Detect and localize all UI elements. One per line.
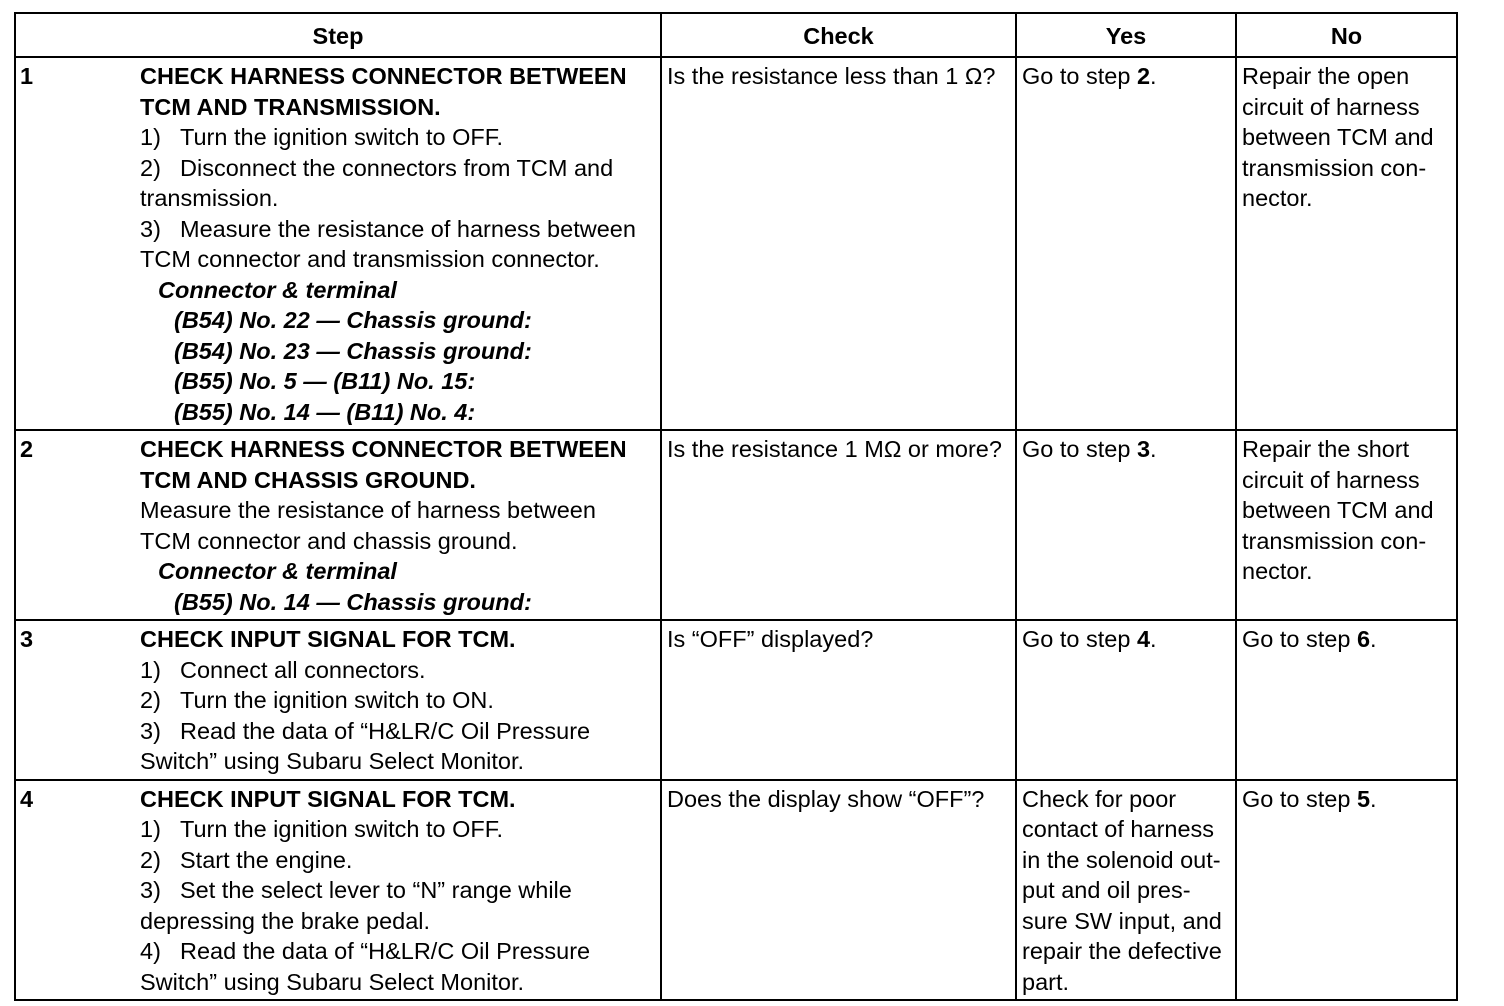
table-row <box>15 620 1457 780</box>
instruction: TCM connector and transmission connector. <box>140 246 600 272</box>
instruction: 1) Turn the ignition switch to OFF. <box>140 816 504 842</box>
table-row <box>15 57 1457 430</box>
terminal-line: (B54) No. 22 — Chassis ground: <box>174 307 532 333</box>
instruction: 3) Measure the resistance of harness between <box>140 215 636 242</box>
check-cell: Is the resistance less than 1 Ω? <box>661 57 1016 430</box>
header-check: Check <box>661 13 1016 57</box>
step-cell <box>15 780 661 1001</box>
yes-cell: Go to step 3. <box>1016 430 1236 620</box>
step-cell <box>15 57 661 430</box>
instruction: depressing the brake pedal. <box>140 907 431 934</box>
step-title: CHECK HARNESS CONNECTOR BETWEEN <box>140 436 627 462</box>
instruction: 4) Read the data of “H&LR/C Oil Pressure <box>140 938 591 964</box>
no-cell: Go to step 6. <box>1236 620 1457 780</box>
yes-cell: Go to step 4. <box>1016 620 1236 780</box>
step-number: 1 <box>20 63 34 89</box>
yes-cell: Check for poor contact of harness in the solenoid out- put and oil pres- sure SW input, and repair the defective part. <box>1016 780 1236 1001</box>
step-title: CHECK INPUT SIGNAL FOR TCM. <box>140 785 516 812</box>
check-cell: Is the resistance 1 MΩ or more? <box>661 430 1016 620</box>
instruction: 2) Turn the ignition switch to ON. <box>140 687 494 713</box>
no-cell: Repair the open circuit of harness between TCM and transmission con- nector. <box>1236 57 1457 430</box>
step-number: 3 <box>20 626 34 652</box>
step-title: TCM AND TRANSMISSION. <box>140 93 441 120</box>
terminal-line: (B55) No. 14 — (B11) No. 4: <box>174 398 476 425</box>
step-title: CHECK HARNESS CONNECTOR BETWEEN <box>140 63 627 89</box>
no-cell: Repair the short circuit of harness between TCM and transmission con- nector. <box>1236 430 1457 620</box>
connector-terminal-label: Connector & terminal <box>158 276 397 303</box>
document-page <box>14 12 1456 1001</box>
instruction: Measure the resistance of harness between <box>140 497 596 523</box>
no-cell: Go to step 5. <box>1236 780 1457 1001</box>
instruction: 1) Turn the ignition switch to OFF. <box>140 124 504 150</box>
instruction: 3) Set the select lever to “N” range while <box>140 877 572 903</box>
step-cell <box>15 620 661 780</box>
terminal-line: (B55) No. 5 — (B11) No. 15: <box>174 368 476 394</box>
instruction: 1) Connect all connectors. <box>140 656 426 683</box>
instruction: 3) Read the data of “H&LR/C Oil Pressure <box>140 717 591 744</box>
diagnostic-table <box>14 12 1458 1001</box>
instruction: transmission. <box>140 185 279 211</box>
instruction: TCM connector and chassis ground. <box>140 527 518 554</box>
table-row <box>15 430 1457 620</box>
header-yes: Yes <box>1016 13 1236 57</box>
step-cell <box>15 430 661 620</box>
terminal-line: (B55) No. 14 — Chassis ground: <box>174 588 532 615</box>
header-row <box>15 13 1457 57</box>
table-row <box>15 780 1457 1001</box>
terminal-line: (B54) No. 23 — Chassis ground: <box>174 337 532 364</box>
check-cell: Is “OFF” displayed? <box>661 620 1016 780</box>
instruction: Switch” using Subaru Select Monitor. <box>140 748 525 774</box>
instruction: 2) Disconnect the connectors from TCM and <box>140 154 614 181</box>
step-number: 4 <box>20 785 34 812</box>
instruction: Switch” using Subaru Select Monitor. <box>140 968 525 995</box>
check-cell: Does the display show “OFF”? <box>661 780 1016 1001</box>
step-number: 2 <box>20 436 34 462</box>
step-title: TCM AND CHASSIS GROUND. <box>140 466 476 493</box>
step-title: CHECK INPUT SIGNAL FOR TCM. <box>140 626 516 652</box>
header-no: No <box>1236 13 1457 57</box>
connector-terminal-label: Connector & terminal <box>158 558 397 584</box>
yes-cell: Go to step 2. <box>1016 57 1236 430</box>
header-step: Step <box>15 13 661 57</box>
instruction: 2) Start the engine. <box>140 846 353 873</box>
